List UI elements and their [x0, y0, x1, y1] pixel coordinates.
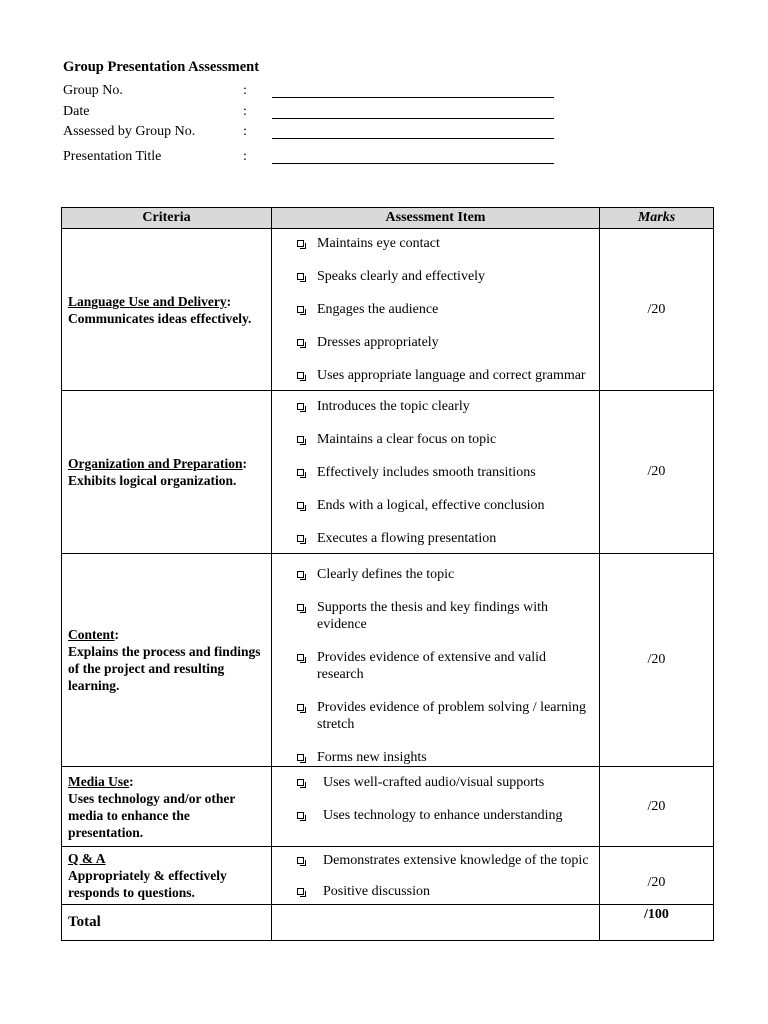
- assessment-table: [61, 207, 714, 941]
- checkbox-bullet-icon: [297, 339, 304, 346]
- checkbox-bullet-icon: [297, 571, 304, 578]
- item-text: Speaks clearly and effectively: [317, 269, 486, 284]
- checkbox-bullet-icon: [297, 240, 304, 247]
- checkbox-bullet-icon: [297, 273, 304, 280]
- list-item: [272, 749, 599, 766]
- criteria-colon: :: [226, 293, 232, 309]
- assessment-items-cell: [272, 767, 600, 847]
- item-text: Clearly defines the topic: [317, 567, 455, 582]
- item-text: Uses appropriate language and correct grammar: [317, 368, 586, 383]
- total-empty-cell: [272, 905, 600, 941]
- criteria-cell: [62, 554, 272, 767]
- criteria-title: Language Use and Delivery: [68, 293, 227, 309]
- item-text: Uses well-crafted audio/visual supports: [323, 775, 545, 790]
- item-text: Demonstrates extensive knowledge of the topic: [323, 853, 589, 868]
- field-colon: :: [243, 149, 247, 164]
- criteria-colon: :: [129, 773, 134, 789]
- table-row: [62, 847, 714, 905]
- item-text: Ends with a logical, effective conclusion: [317, 498, 545, 513]
- item-text: Maintains a clear focus on topic: [317, 432, 497, 447]
- criteria-colon: :: [242, 456, 248, 471]
- marks-cell: /20: [600, 391, 714, 554]
- checkbox-bullet-icon: [297, 754, 304, 761]
- checkbox-bullet-icon: [297, 535, 304, 542]
- marks-cell: /20: [600, 847, 714, 905]
- table-row: [62, 391, 714, 554]
- item-text: Positive discussion: [323, 884, 430, 899]
- document-title: Group Presentation Assessment: [63, 59, 260, 75]
- item-text: Maintains eye contact: [317, 236, 440, 251]
- checkbox-bullet-icon: [297, 779, 304, 786]
- criteria-colon: :: [114, 627, 119, 642]
- marks-header: Marks: [600, 208, 714, 229]
- table-header-row: [62, 208, 714, 229]
- criteria-header: Criteria: [62, 208, 272, 229]
- criteria-title: Media Use: [68, 773, 130, 789]
- checkbox-bullet-icon: [297, 436, 304, 443]
- assessment-items-cell: [272, 554, 600, 767]
- criteria-description: Explains the process and findings of the project and resulting learning.: [68, 644, 261, 693]
- field-label: Date: [63, 104, 90, 119]
- criteria-description: Communicates ideas effectively.: [68, 310, 252, 326]
- item-text: Forms new insights: [317, 750, 427, 765]
- assessment-items-cell: [272, 229, 600, 391]
- checkbox-bullet-icon: [297, 704, 304, 711]
- list-item: [272, 398, 599, 415]
- checkbox-bullet-icon: [297, 812, 304, 819]
- criteria-title: Content: [68, 627, 115, 642]
- criteria-title: Organization and Preparation: [68, 456, 243, 471]
- item-text: Engages the audience: [317, 302, 439, 317]
- field-label: Assessed by Group No.: [63, 124, 196, 139]
- field-colon: :: [243, 83, 247, 98]
- checkbox-bullet-icon: [297, 604, 304, 611]
- list-item: [272, 566, 599, 583]
- list-item: [272, 301, 599, 318]
- assessment-items-cell: [272, 391, 600, 554]
- checkbox-bullet-icon: [297, 888, 304, 895]
- item-text: Provides evidence of problem solving / learning stretch: [317, 700, 587, 732]
- item-text: Introduces the topic clearly: [317, 399, 470, 414]
- marks-cell: /20: [600, 229, 714, 391]
- criteria-description: Appropriately & effectively responds to questions.: [68, 868, 227, 900]
- checkbox-bullet-icon: [297, 306, 304, 313]
- item-text: Uses technology to enhance understanding: [323, 808, 563, 823]
- assessment-items-cell: [272, 847, 600, 905]
- criteria-cell: [62, 391, 272, 554]
- criteria-cell: [62, 767, 272, 847]
- criteria-description: Uses technology and/or other media to enhance the presentation.: [68, 790, 236, 840]
- marks-cell: /20: [600, 554, 714, 767]
- total-marks: /100: [600, 905, 714, 941]
- item-text: Dresses appropriately: [317, 335, 439, 350]
- checkbox-bullet-icon: [297, 403, 304, 410]
- field-blank-line: [272, 97, 554, 98]
- list-item: [272, 235, 599, 252]
- field-colon: :: [243, 124, 247, 139]
- item-text: Executes a flowing presentation: [317, 531, 497, 546]
- field-label: Group No.: [63, 83, 123, 98]
- field-label: Presentation Title: [63, 149, 162, 164]
- list-item: [272, 699, 599, 733]
- field-colon: :: [243, 104, 247, 119]
- item-text: Effectively includes smooth transitions: [317, 465, 536, 480]
- list-item: [272, 852, 599, 869]
- list-item: [272, 530, 599, 547]
- list-item: [272, 497, 599, 514]
- criteria-description: Exhibits logical organization.: [68, 473, 237, 488]
- checkbox-bullet-icon: [297, 857, 304, 864]
- list-item: [272, 367, 599, 384]
- list-item: [272, 464, 599, 481]
- list-item: [272, 883, 599, 900]
- field-blank-line: [272, 118, 554, 119]
- table-row: [62, 767, 714, 847]
- item-text: Supports the thesis and key findings with evidence: [317, 600, 548, 632]
- list-item: [272, 334, 599, 351]
- checkbox-bullet-icon: [297, 654, 304, 661]
- list-item: [272, 599, 599, 633]
- checkbox-bullet-icon: [297, 372, 304, 379]
- checkbox-bullet-icon: [297, 469, 304, 476]
- criteria-cell: [62, 229, 272, 391]
- list-item: [272, 774, 599, 791]
- table-row: [62, 229, 714, 391]
- table-row: [62, 554, 714, 767]
- field-blank-line: [272, 138, 554, 139]
- marks-cell: /20: [600, 767, 714, 847]
- checkbox-bullet-icon: [297, 502, 304, 509]
- criteria-cell: [62, 847, 272, 905]
- list-item: [272, 431, 599, 448]
- list-item: [272, 807, 599, 824]
- field-blank-line: [272, 163, 554, 164]
- criteria-title: Q & A: [68, 851, 106, 866]
- list-item: [272, 649, 599, 683]
- item-text: Provides evidence of extensive and valid research: [317, 650, 546, 682]
- total-label: Total: [62, 905, 272, 941]
- total-row: [62, 905, 714, 941]
- list-item: [272, 268, 599, 285]
- assessment-item-header: Assessment Item: [272, 208, 600, 229]
